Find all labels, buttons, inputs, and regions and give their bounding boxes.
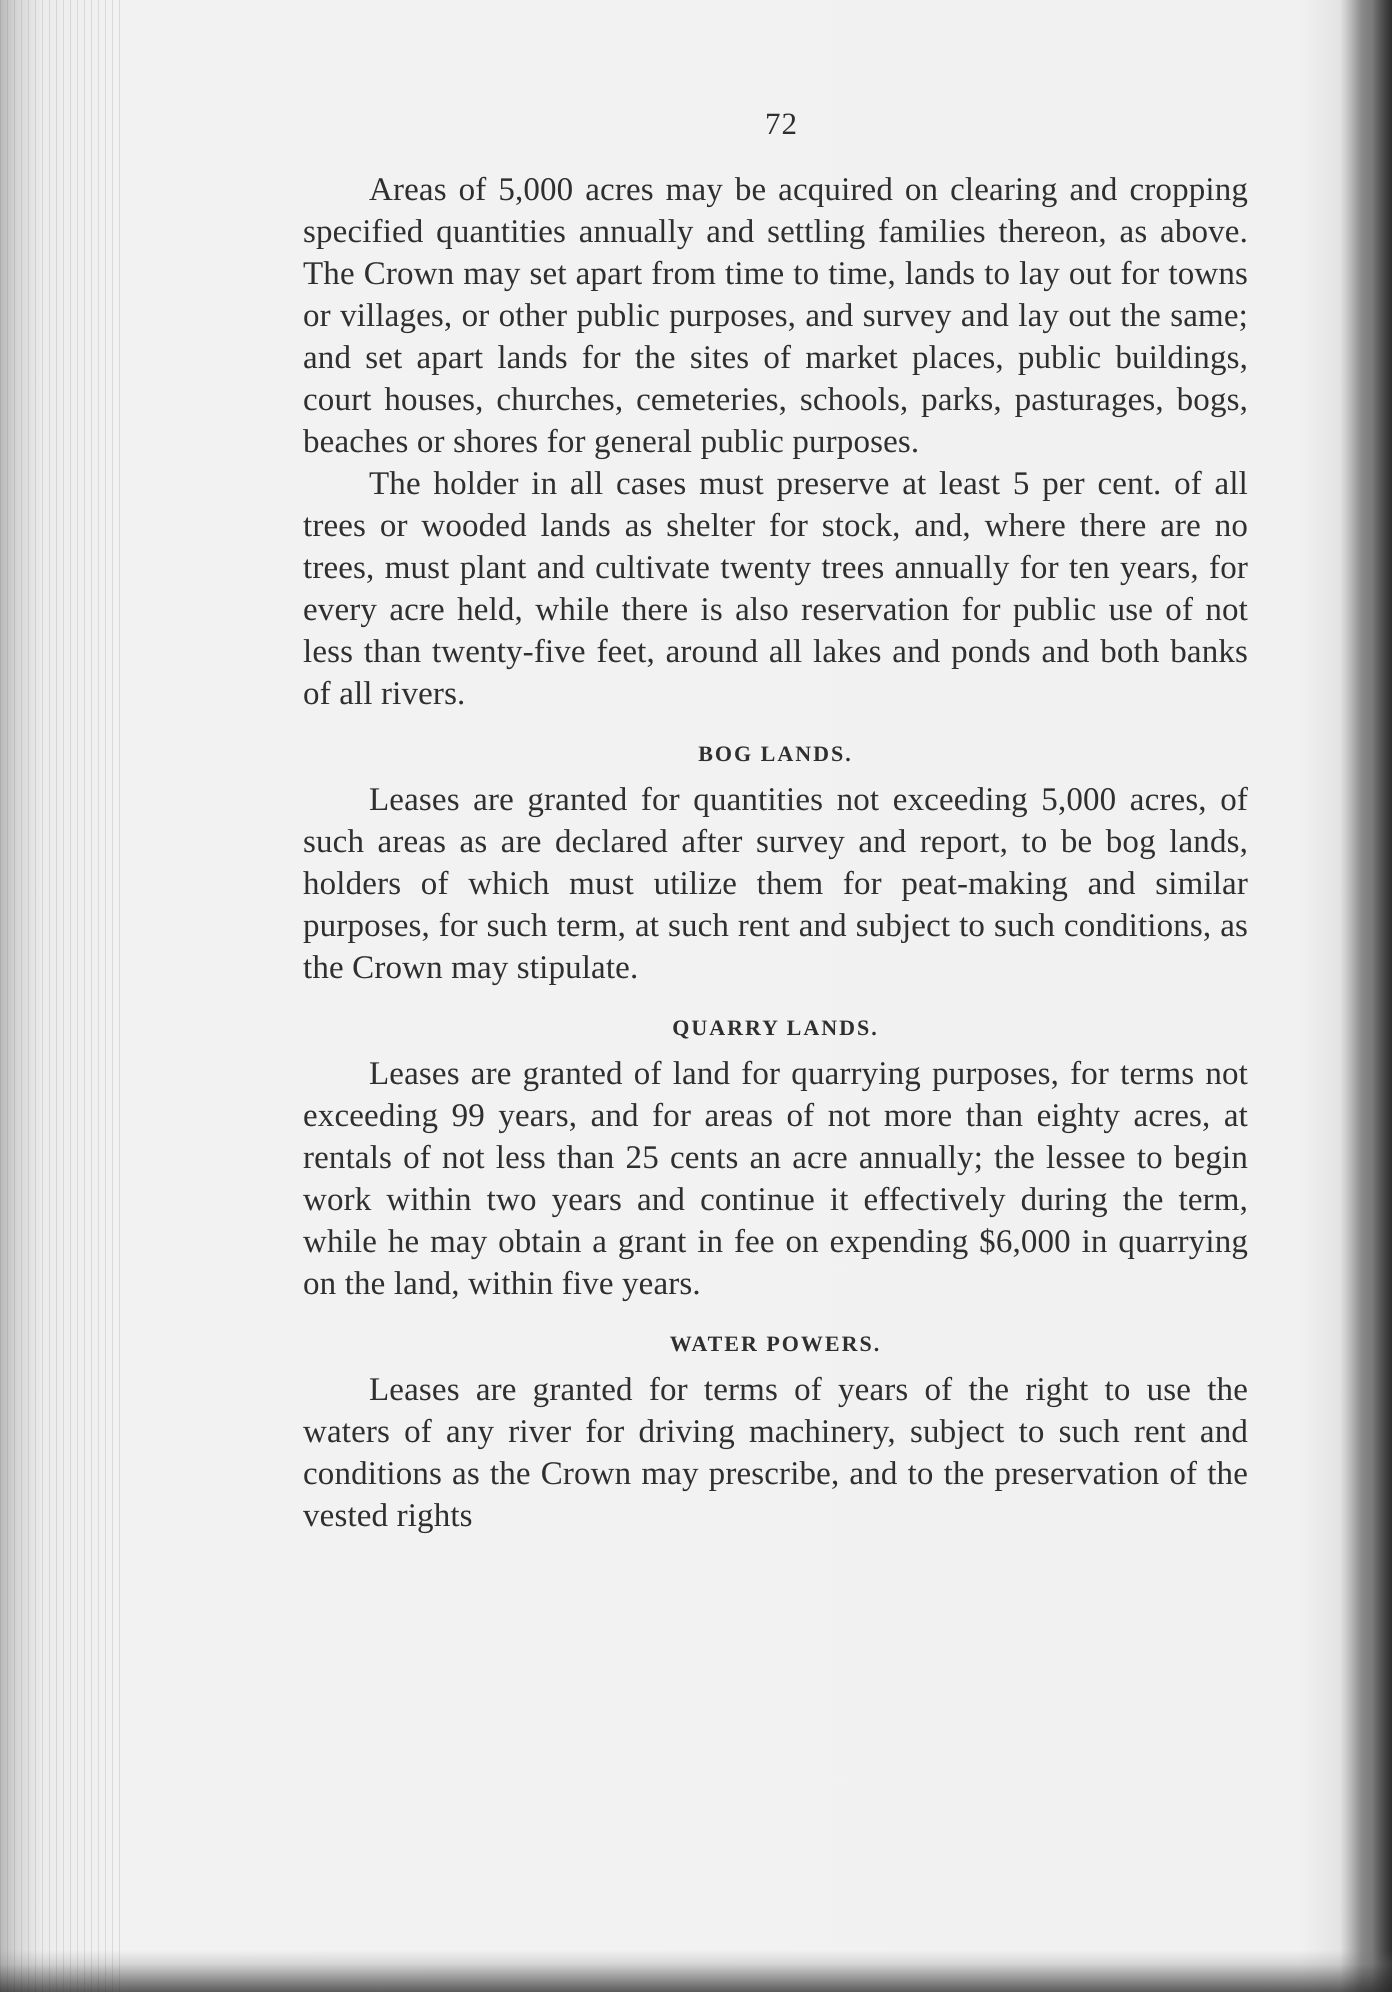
heading-quarry-lands: QUARRY LANDS. xyxy=(672,1015,879,1040)
paragraph-bog-lands: Leases are granted for quantities not exceeding 5,000 acres, of such areas as are declared after survey and report, to be bog lands, holders of which must utilize them for peat-making and similar purposes, for such term, at such rent and subject to such conditions, as the Crown may stipulate. xyxy=(303,782,1248,986)
book-gutter-edge xyxy=(0,0,120,1992)
document-content xyxy=(303,106,1248,1537)
bottom-page-shadow xyxy=(0,1950,1392,1992)
page-number: 72 xyxy=(765,106,798,141)
paragraph-areas-acquisition: Areas of 5,000 acres may be acquired on clearing and cropping specified quantities annually and settling families thereon, as above. The Crown may set apart from time to time, lands to lay out for towns or villages, or other public purposes, and survey and lay out the same; and set apart lands for the sites of market places, public buildings, court houses, churches, cemeteries, schools, parks, pasturages, bogs, beaches or shores for general public purposes. xyxy=(303,172,1248,460)
page-edge-shadow xyxy=(1354,0,1392,1992)
paragraph-quarry-lands: Leases are granted of land for quarrying purposes, for terms not exceeding 99 years, and for areas of not more than eighty acres, at rentals of not less than 25 cents an acre annually; the lessee to begin work within two years and continue it effectively during the term, while he may obtain a grant in fee on expending $6,000 in quarrying on the land, within five years. xyxy=(303,1056,1248,1302)
paragraph-tree-preservation: The holder in all cases must preserve at least 5 per cent. of all trees or wooded lands as shelter for stock, and, where there are no trees, must plant and cultivate twenty trees annually for ten years, for every acre held, while there is also reservation for public use of not less than twenty-five feet, around all lakes and ponds and both banks of all rivers. xyxy=(303,466,1248,712)
heading-water-powers: WATER POWERS. xyxy=(669,1331,882,1356)
paragraph-water-powers: Leases are granted for terms of years of the right to use the waters of any river for driving machinery, subject to such rent and conditions as the Crown may prescribe, and to the preservation of the vested rights xyxy=(303,1372,1248,1534)
heading-bog-lands: BOG LANDS. xyxy=(698,741,853,766)
